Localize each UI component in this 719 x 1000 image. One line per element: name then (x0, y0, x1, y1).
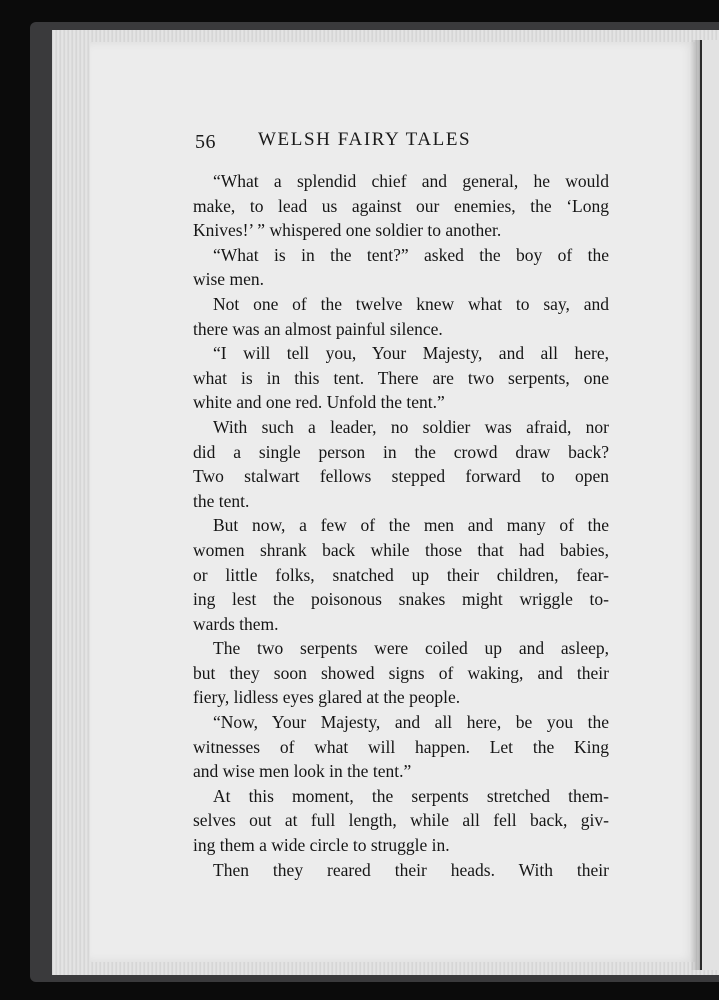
text-line-content: there was an almost painful silence. (193, 318, 443, 339)
text-line-content: “What a splendid chief and general, he would (213, 171, 609, 191)
text-line (193, 218, 609, 243)
text-line (193, 710, 609, 735)
text-line-content: But now, a few of the men and many of the (213, 515, 609, 536)
text-line (193, 612, 609, 637)
text-line-content: The two serpents were coiled up and asleep, (213, 638, 609, 659)
body-text (193, 169, 609, 882)
text-line (193, 464, 609, 489)
facing-page-edge (700, 40, 719, 970)
text-line-content: “I will tell you, Your Majesty, and all here, (213, 343, 609, 364)
text-line-content: make, to lead us against our enemies, the ‘Long (193, 195, 609, 216)
text-line (193, 808, 609, 833)
text-line (193, 784, 609, 809)
text-line-content: Then they reared their heads. With their (213, 859, 609, 880)
text-line (193, 661, 609, 686)
text-line (193, 833, 609, 858)
text-line-content: With such a leader, no soldier was afraid, nor (213, 416, 609, 437)
page-number: 56 (195, 131, 216, 153)
text-line-content: the tent. (193, 490, 250, 511)
text-line (193, 390, 609, 415)
text-line-content: “What is in the tent?” asked the boy of the (213, 244, 609, 265)
text-line (193, 759, 609, 784)
text-line (193, 858, 609, 883)
text-line (193, 563, 609, 588)
text-line (193, 243, 609, 268)
text-line (193, 735, 609, 760)
text-line-content: women shrank back while those that had babies, (193, 539, 609, 560)
text-line-content: wards them. (193, 613, 279, 634)
page-header (195, 125, 615, 155)
text-line-content: did a single person in the crowd draw back? (193, 441, 609, 462)
text-line-content: fiery, lidless eyes glared at the people. (193, 687, 461, 708)
text-line-content: what is in this tent. There are two serpents, one (193, 367, 609, 388)
text-line (193, 317, 609, 342)
text-line-content: white and one red. Unfold the tent.” (193, 392, 445, 413)
text-line-content: witnesses of what will happen. Let the King (193, 736, 609, 757)
text-line (193, 538, 609, 563)
text-line (193, 636, 609, 661)
text-line-content: Two stalwart fellows stepped forward to open (193, 466, 609, 487)
text-line (193, 685, 609, 710)
text-line-content: but they soon showed signs of waking, and their (193, 662, 609, 683)
text-line-content: or little folks, snatched up their children, fear- (193, 564, 609, 585)
text-line (193, 513, 609, 538)
text-line (193, 366, 609, 391)
running-head: WELSH FAIRY TALES (258, 129, 472, 150)
text-line-content: ing them a wide circle to struggle in. (193, 835, 450, 856)
text-line-content: selves out at full length, while all fell back, giv- (193, 810, 609, 831)
text-line (193, 267, 609, 292)
text-line-content: wise men. (193, 269, 264, 290)
text-line (193, 194, 609, 219)
text-line (193, 292, 609, 317)
text-line-content: Knives!’ ” whispered one soldier to another. (193, 220, 502, 241)
text-line-content: “Now, Your Majesty, and all here, be you the (213, 712, 609, 733)
text-line (193, 415, 609, 440)
text-line-content: ing lest the poisonous snakes might wriggle to- (193, 589, 609, 610)
text-line-content: At this moment, the serpents stretched them- (213, 785, 609, 806)
text-line (193, 489, 609, 514)
text-line-content: Not one of the twelve knew what to say, and (213, 293, 609, 314)
text-line (193, 440, 609, 465)
text-line (193, 169, 609, 194)
text-line (193, 341, 609, 366)
text-line (193, 587, 609, 612)
text-line-content: and wise men look in the tent.” (193, 761, 412, 782)
